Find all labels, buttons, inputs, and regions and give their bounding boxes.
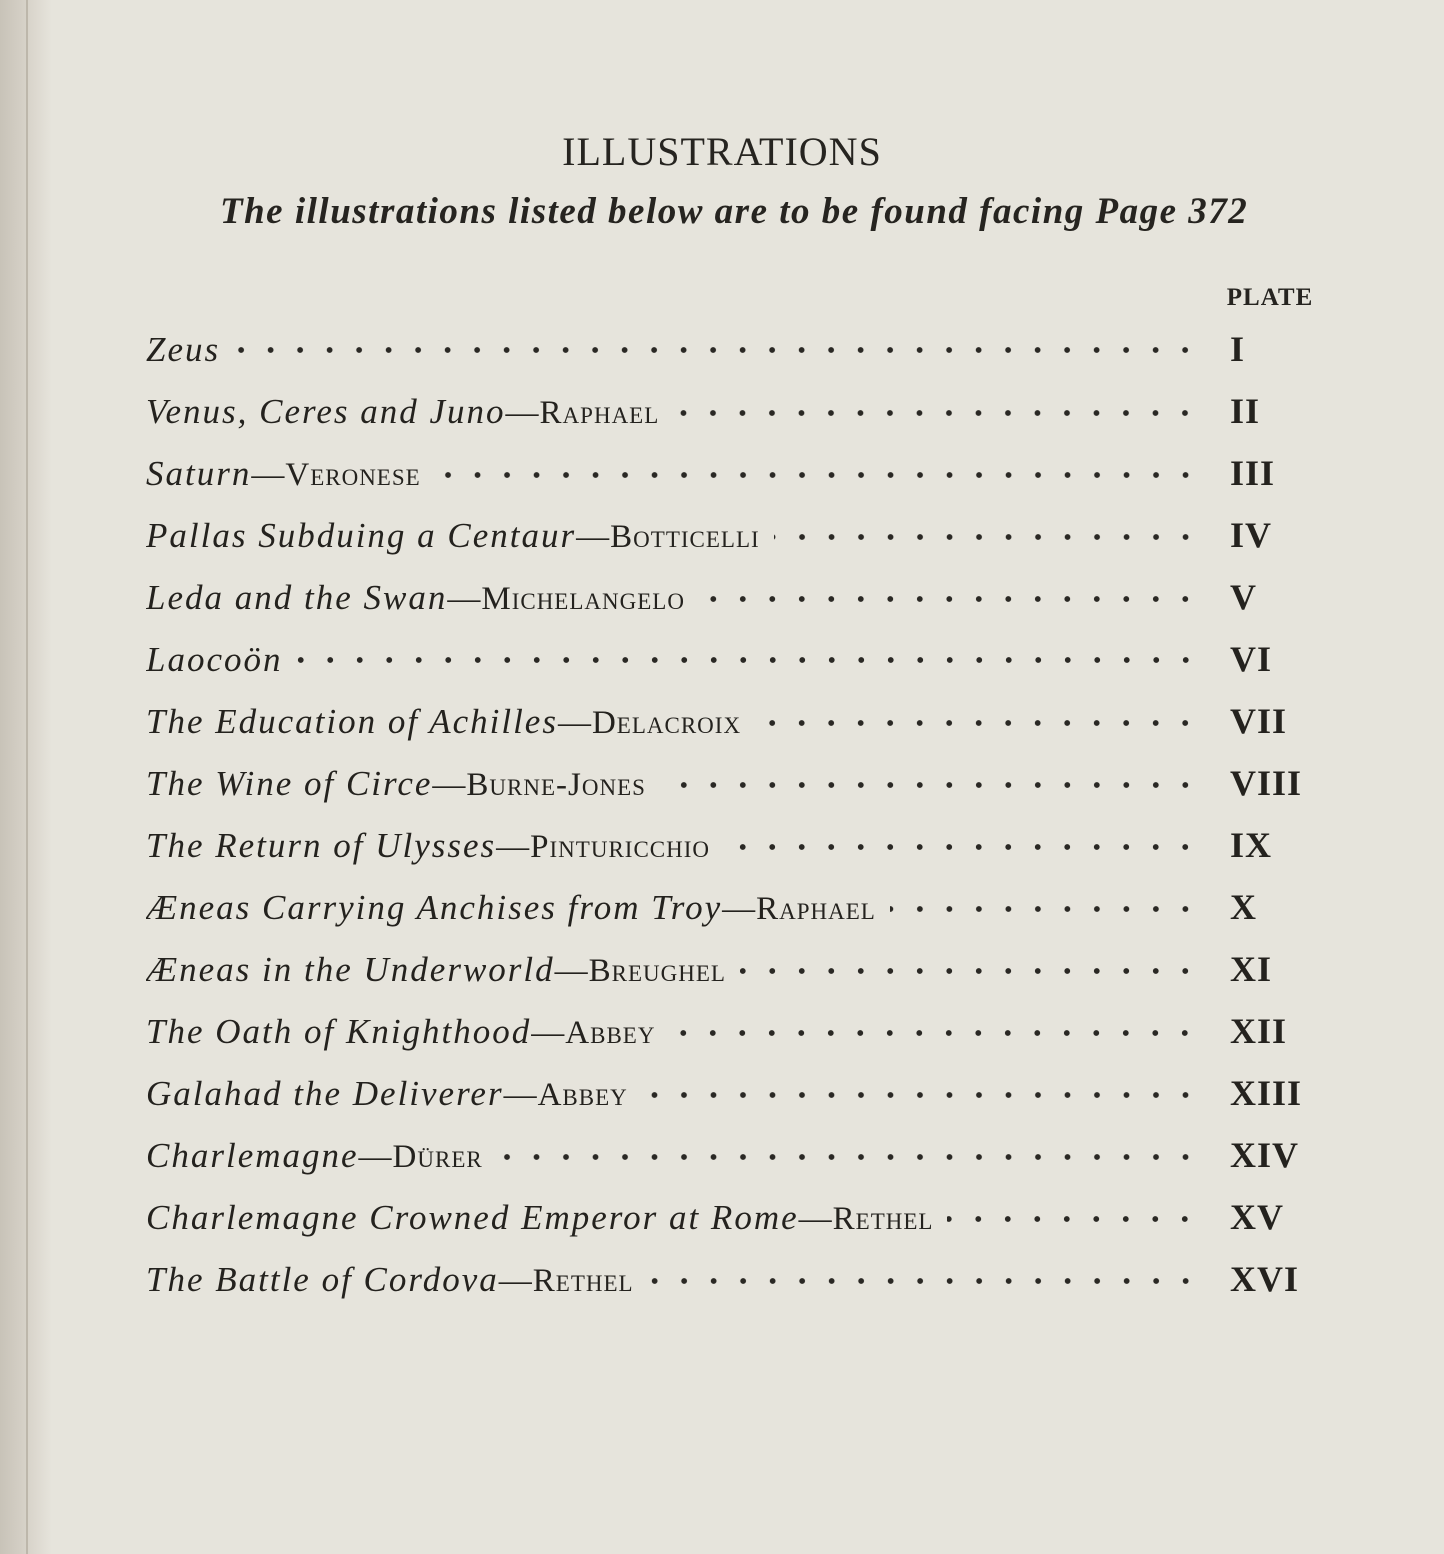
dot-leader [947, 1215, 1200, 1223]
illustration-entry [146, 877, 1200, 940]
dot-leader [497, 1153, 1200, 1161]
illustration-entry [146, 319, 1200, 381]
illustration-title: Saturn [146, 454, 252, 493]
illustration-title: Venus, Ceres and Juno [146, 392, 506, 431]
list-item [146, 814, 1326, 876]
illustration-artist: Raphael [539, 395, 660, 431]
dash-separator: — [531, 1015, 566, 1051]
illustration-title: Pallas Subduing a Centaur [146, 516, 577, 555]
dot-leader [724, 843, 1200, 851]
list-item [146, 566, 1326, 628]
illustration-title: The Return of Ulysses [146, 826, 497, 865]
plate-number: VIII [1230, 763, 1303, 803]
illustration-artist: Veronese [285, 457, 421, 493]
illustration-entry [146, 1249, 1200, 1312]
list-item [146, 1248, 1326, 1310]
dot-leader [435, 471, 1200, 479]
illustration-entry [146, 505, 1200, 568]
plate-number: XV [1230, 1197, 1284, 1237]
plate-number: XIII [1230, 1073, 1303, 1113]
dot-leader [660, 781, 1200, 789]
illustration-title: Charlemagne Crowned Emperor at Rome [146, 1198, 799, 1237]
dot-leader [669, 1029, 1200, 1037]
plate-number: V [1230, 577, 1257, 617]
illustration-artist: Raphael [756, 891, 876, 927]
illustration-title: The Education of Achilles [146, 702, 558, 741]
illustration-title: Laocoön [146, 640, 283, 679]
illustration-artist: Breughel [588, 953, 726, 989]
illustrations-list [146, 318, 1326, 1310]
dash-separator: — [554, 953, 589, 989]
dash-separator: — [496, 829, 531, 865]
illustration-artist: Rethel [832, 1201, 934, 1237]
dash-separator: — [498, 1263, 533, 1299]
plate-number: XII [1230, 1011, 1288, 1051]
dot-leader [755, 719, 1200, 727]
list-item [146, 1186, 1326, 1248]
illustration-artist: Botticelli [610, 519, 760, 555]
plate-number: VII [1230, 701, 1288, 741]
illustration-entry [146, 815, 1200, 878]
plate-column-label: PLATE [1226, 284, 1314, 311]
list-item [146, 1124, 1326, 1186]
plate-number: IX [1230, 825, 1273, 865]
dash-separator: — [722, 891, 757, 927]
list-item [146, 876, 1326, 938]
page-subtitle: The illustrations listed below are to be found facing Page 372 [220, 191, 1249, 232]
dot-leader [297, 656, 1201, 664]
dash-separator: — [358, 1139, 393, 1175]
list-item [146, 690, 1326, 752]
illustration-entry [146, 1187, 1200, 1250]
dash-separator: — [557, 705, 592, 741]
plate-number: IV [1230, 515, 1273, 555]
dot-leader [890, 905, 1200, 913]
dash-separator: — [505, 395, 540, 431]
dash-separator: — [798, 1201, 833, 1237]
illustration-entry [146, 1125, 1200, 1188]
list-item [146, 504, 1326, 566]
illustration-entry [146, 691, 1200, 754]
illustration-entry [146, 381, 1200, 444]
list-item [146, 938, 1326, 1000]
illustration-title: Leda and the Swan [146, 578, 448, 617]
illustration-title: The Wine of Circe [146, 764, 433, 803]
illustration-artist: Delacroix [591, 705, 742, 741]
illustration-artist: Abbey [537, 1077, 628, 1113]
illustration-entry [146, 629, 1200, 691]
dot-leader [642, 1091, 1200, 1099]
illustration-title: The Oath of Knighthood [146, 1012, 532, 1051]
dot-leader [673, 409, 1200, 417]
dash-separator: — [503, 1077, 538, 1113]
dot-leader [740, 967, 1200, 975]
list-item [146, 442, 1326, 504]
illustration-entry [146, 443, 1200, 506]
plate-number: XI [1230, 949, 1273, 989]
plate-number: II [1230, 391, 1261, 431]
illustration-title: Zeus [146, 330, 221, 369]
illustration-artist: Rethel [532, 1263, 634, 1299]
illustration-artist: Abbey [565, 1015, 656, 1051]
illustration-artist: Burne-Jones [466, 767, 646, 803]
list-item [146, 628, 1326, 690]
plate-number: I [1230, 329, 1246, 369]
illustration-title: Æneas in the Underworld [146, 950, 555, 989]
plate-number: III [1230, 453, 1276, 493]
dash-separator: — [447, 581, 482, 617]
illustration-entry [146, 753, 1200, 816]
plate-number: X [1230, 887, 1257, 927]
list-item [146, 1062, 1326, 1124]
dot-leader [774, 533, 1200, 541]
illustration-entry [146, 1063, 1200, 1126]
list-item [146, 318, 1326, 380]
illustration-artist: Dürer [392, 1139, 483, 1175]
dash-separator: — [576, 519, 611, 555]
list-item [146, 380, 1326, 442]
list-item [146, 1000, 1326, 1062]
page-heading: ILLUSTRATIONS [562, 129, 882, 174]
dot-leader [234, 346, 1200, 354]
dash-separator: — [432, 767, 467, 803]
illustration-entry [146, 567, 1200, 630]
plate-number: XIV [1230, 1135, 1300, 1175]
plate-number: XVI [1230, 1259, 1300, 1299]
illustration-title: Galahad the Deliverer [146, 1074, 504, 1113]
plate-number: VI [1230, 639, 1273, 679]
illustration-entry [146, 1001, 1200, 1064]
dot-leader [648, 1277, 1200, 1285]
illustration-title: Charlemagne [146, 1136, 359, 1175]
page-gutter-edge [0, 0, 52, 1554]
illustration-title: The Battle of Cordova [146, 1260, 499, 1299]
illustration-entry [146, 939, 1200, 1002]
illustration-artist: Michelangelo [481, 581, 685, 617]
dot-leader [699, 595, 1200, 603]
illustration-title: Æneas Carrying Anchises from Troy [146, 888, 723, 927]
list-item [146, 752, 1326, 814]
dash-separator: — [251, 457, 286, 493]
illustration-artist: Pinturicchio [530, 829, 711, 865]
